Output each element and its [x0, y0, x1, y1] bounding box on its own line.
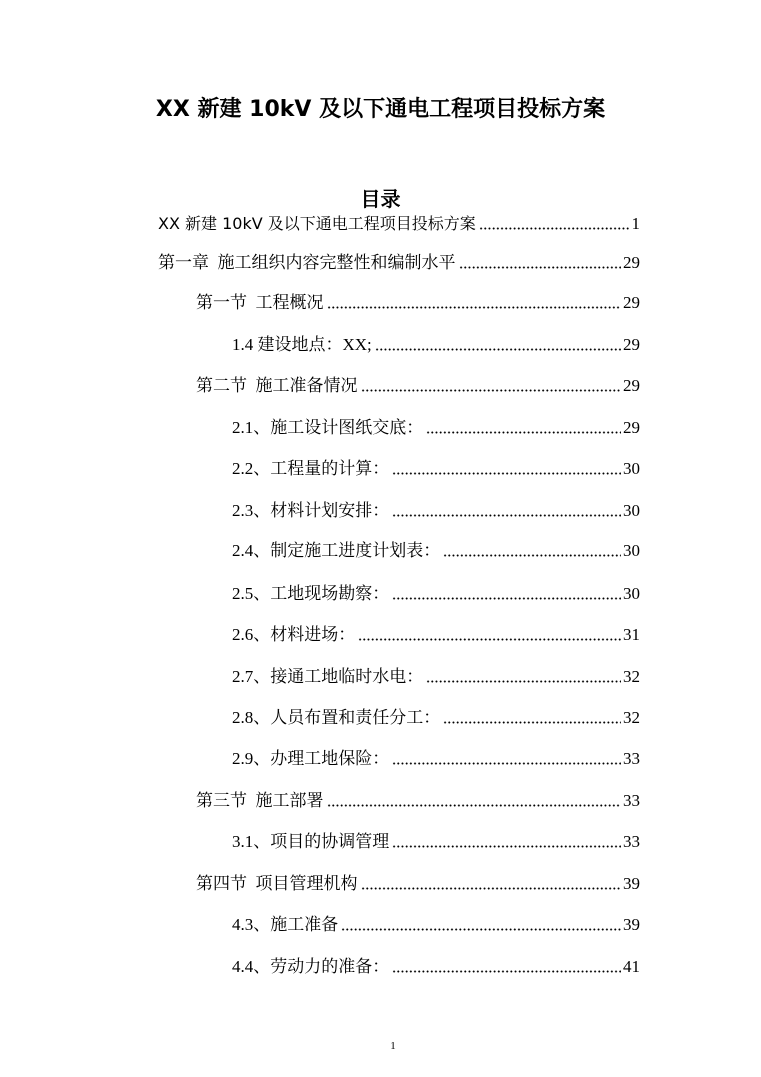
toc-entry-label: 1.4 建设地点：XX; — [232, 335, 372, 354]
toc-dot-leader — [392, 970, 621, 973]
toc-entry-label: 2.1、施工设计图纸交底： — [232, 418, 424, 437]
toc-entry-chapter-1[interactable] — [158, 252, 640, 274]
toc-dot-leader — [443, 721, 621, 724]
toc-entry-2-7[interactable] — [232, 666, 640, 688]
toc-page-number: 30 — [623, 459, 640, 478]
toc-entry-label: 4.4、劳动力的准备： — [232, 957, 390, 976]
toc-page-number: 29 — [623, 335, 640, 354]
toc-entry-section-4[interactable] — [196, 873, 640, 895]
toc-entry-3-1[interactable] — [232, 831, 640, 853]
toc-dot-leader — [375, 348, 621, 351]
toc-dot-leader — [341, 928, 621, 931]
toc-entry-label: 4.3、施工准备 — [232, 915, 339, 934]
toc-dot-leader — [426, 431, 621, 434]
toc-entry-4-4[interactable] — [232, 956, 640, 978]
toc-page-number: 33 — [623, 791, 640, 810]
toc-entry-label: 2.7、接通工地临时水电： — [232, 667, 424, 686]
toc-entry-2-6[interactable] — [232, 624, 640, 646]
toc-page-number: 1 — [631, 214, 640, 233]
toc-page-number: 29 — [623, 253, 640, 272]
toc-entry-section-1[interactable] — [196, 292, 640, 314]
toc-dot-leader — [361, 389, 622, 392]
toc-page-number: 29 — [623, 418, 640, 437]
toc-entry-2-1[interactable] — [232, 417, 640, 439]
toc-dot-leader — [392, 514, 621, 517]
toc-heading: 目录 — [360, 187, 401, 211]
toc-entry-label: 2.6、材料进场： — [232, 625, 356, 644]
toc-entry-2-3[interactable] — [232, 500, 640, 522]
toc-entry-document-title[interactable] — [158, 213, 640, 235]
toc-entry-2-2[interactable] — [232, 458, 640, 480]
toc-dot-leader — [443, 554, 621, 557]
toc-entry-section-3[interactable] — [196, 790, 640, 812]
toc-entry-label: XX 新建 10kV 及以下通电工程项目投标方案 — [158, 214, 476, 233]
toc-page-number: 30 — [623, 541, 640, 560]
toc-entry-label: 2.2、工程量的计算： — [232, 459, 390, 478]
toc-entry-label: 2.3、材料计划安排： — [232, 501, 390, 520]
toc-dot-leader — [459, 266, 622, 269]
toc-entry-label: 第一节 工程概况 — [196, 293, 324, 312]
toc-entry-label: 第三节 施工部署 — [196, 791, 324, 810]
toc-dot-leader — [426, 680, 621, 683]
page-footer-number: 1 — [390, 1040, 396, 1052]
toc-page-number: 41 — [623, 957, 640, 976]
toc-entry-label: 2.8、人员布置和责任分工： — [232, 708, 441, 727]
toc-page-number: 29 — [623, 376, 640, 395]
toc-entry-2-4[interactable] — [232, 540, 640, 562]
toc-entry-section-2[interactable] — [196, 375, 640, 397]
toc-entry-1-4[interactable] — [232, 334, 640, 356]
toc-page-number: 31 — [623, 625, 640, 644]
toc-dot-leader — [392, 597, 621, 600]
toc-page-number: 39 — [623, 915, 640, 934]
toc-entry-label: 第一章 施工组织内容完整性和编制水平 — [158, 253, 456, 272]
toc-dot-leader — [392, 762, 621, 765]
toc-page-number: 33 — [623, 749, 640, 768]
toc-entry-label: 2.4、制定施工进度计划表： — [232, 541, 441, 560]
toc-dot-leader — [327, 306, 622, 309]
toc-dot-leader — [392, 472, 621, 475]
toc-dot-leader — [327, 804, 622, 807]
toc-page-number: 30 — [623, 501, 640, 520]
toc-page-number: 32 — [623, 708, 640, 727]
toc-entry-4-3[interactable] — [232, 914, 640, 936]
document-title: XX 新建 10kV 及以下通电工程项目投标方案 — [155, 97, 606, 122]
toc-entry-label: 2.5、工地现场勘察： — [232, 584, 390, 603]
toc-entry-label: 第四节 项目管理机构 — [196, 874, 358, 893]
toc-entry-label: 2.9、办理工地保险： — [232, 749, 390, 768]
toc-entry-2-9[interactable] — [232, 748, 640, 770]
toc-page-number: 39 — [623, 874, 640, 893]
toc-page-number: 32 — [623, 667, 640, 686]
toc-entry-2-8[interactable] — [232, 707, 640, 729]
toc-dot-leader — [479, 227, 630, 230]
toc-entry-label: 第二节 施工准备情况 — [196, 376, 358, 395]
toc-page-number: 30 — [623, 584, 640, 603]
toc-page-number: 29 — [623, 293, 640, 312]
toc-entry-label: 3.1、项目的协调管理 — [232, 832, 390, 851]
toc-entry-2-5[interactable] — [232, 583, 640, 605]
toc-dot-leader — [358, 638, 621, 641]
toc-dot-leader — [361, 887, 622, 890]
toc-page-number: 33 — [623, 832, 640, 851]
toc-dot-leader — [392, 845, 621, 848]
